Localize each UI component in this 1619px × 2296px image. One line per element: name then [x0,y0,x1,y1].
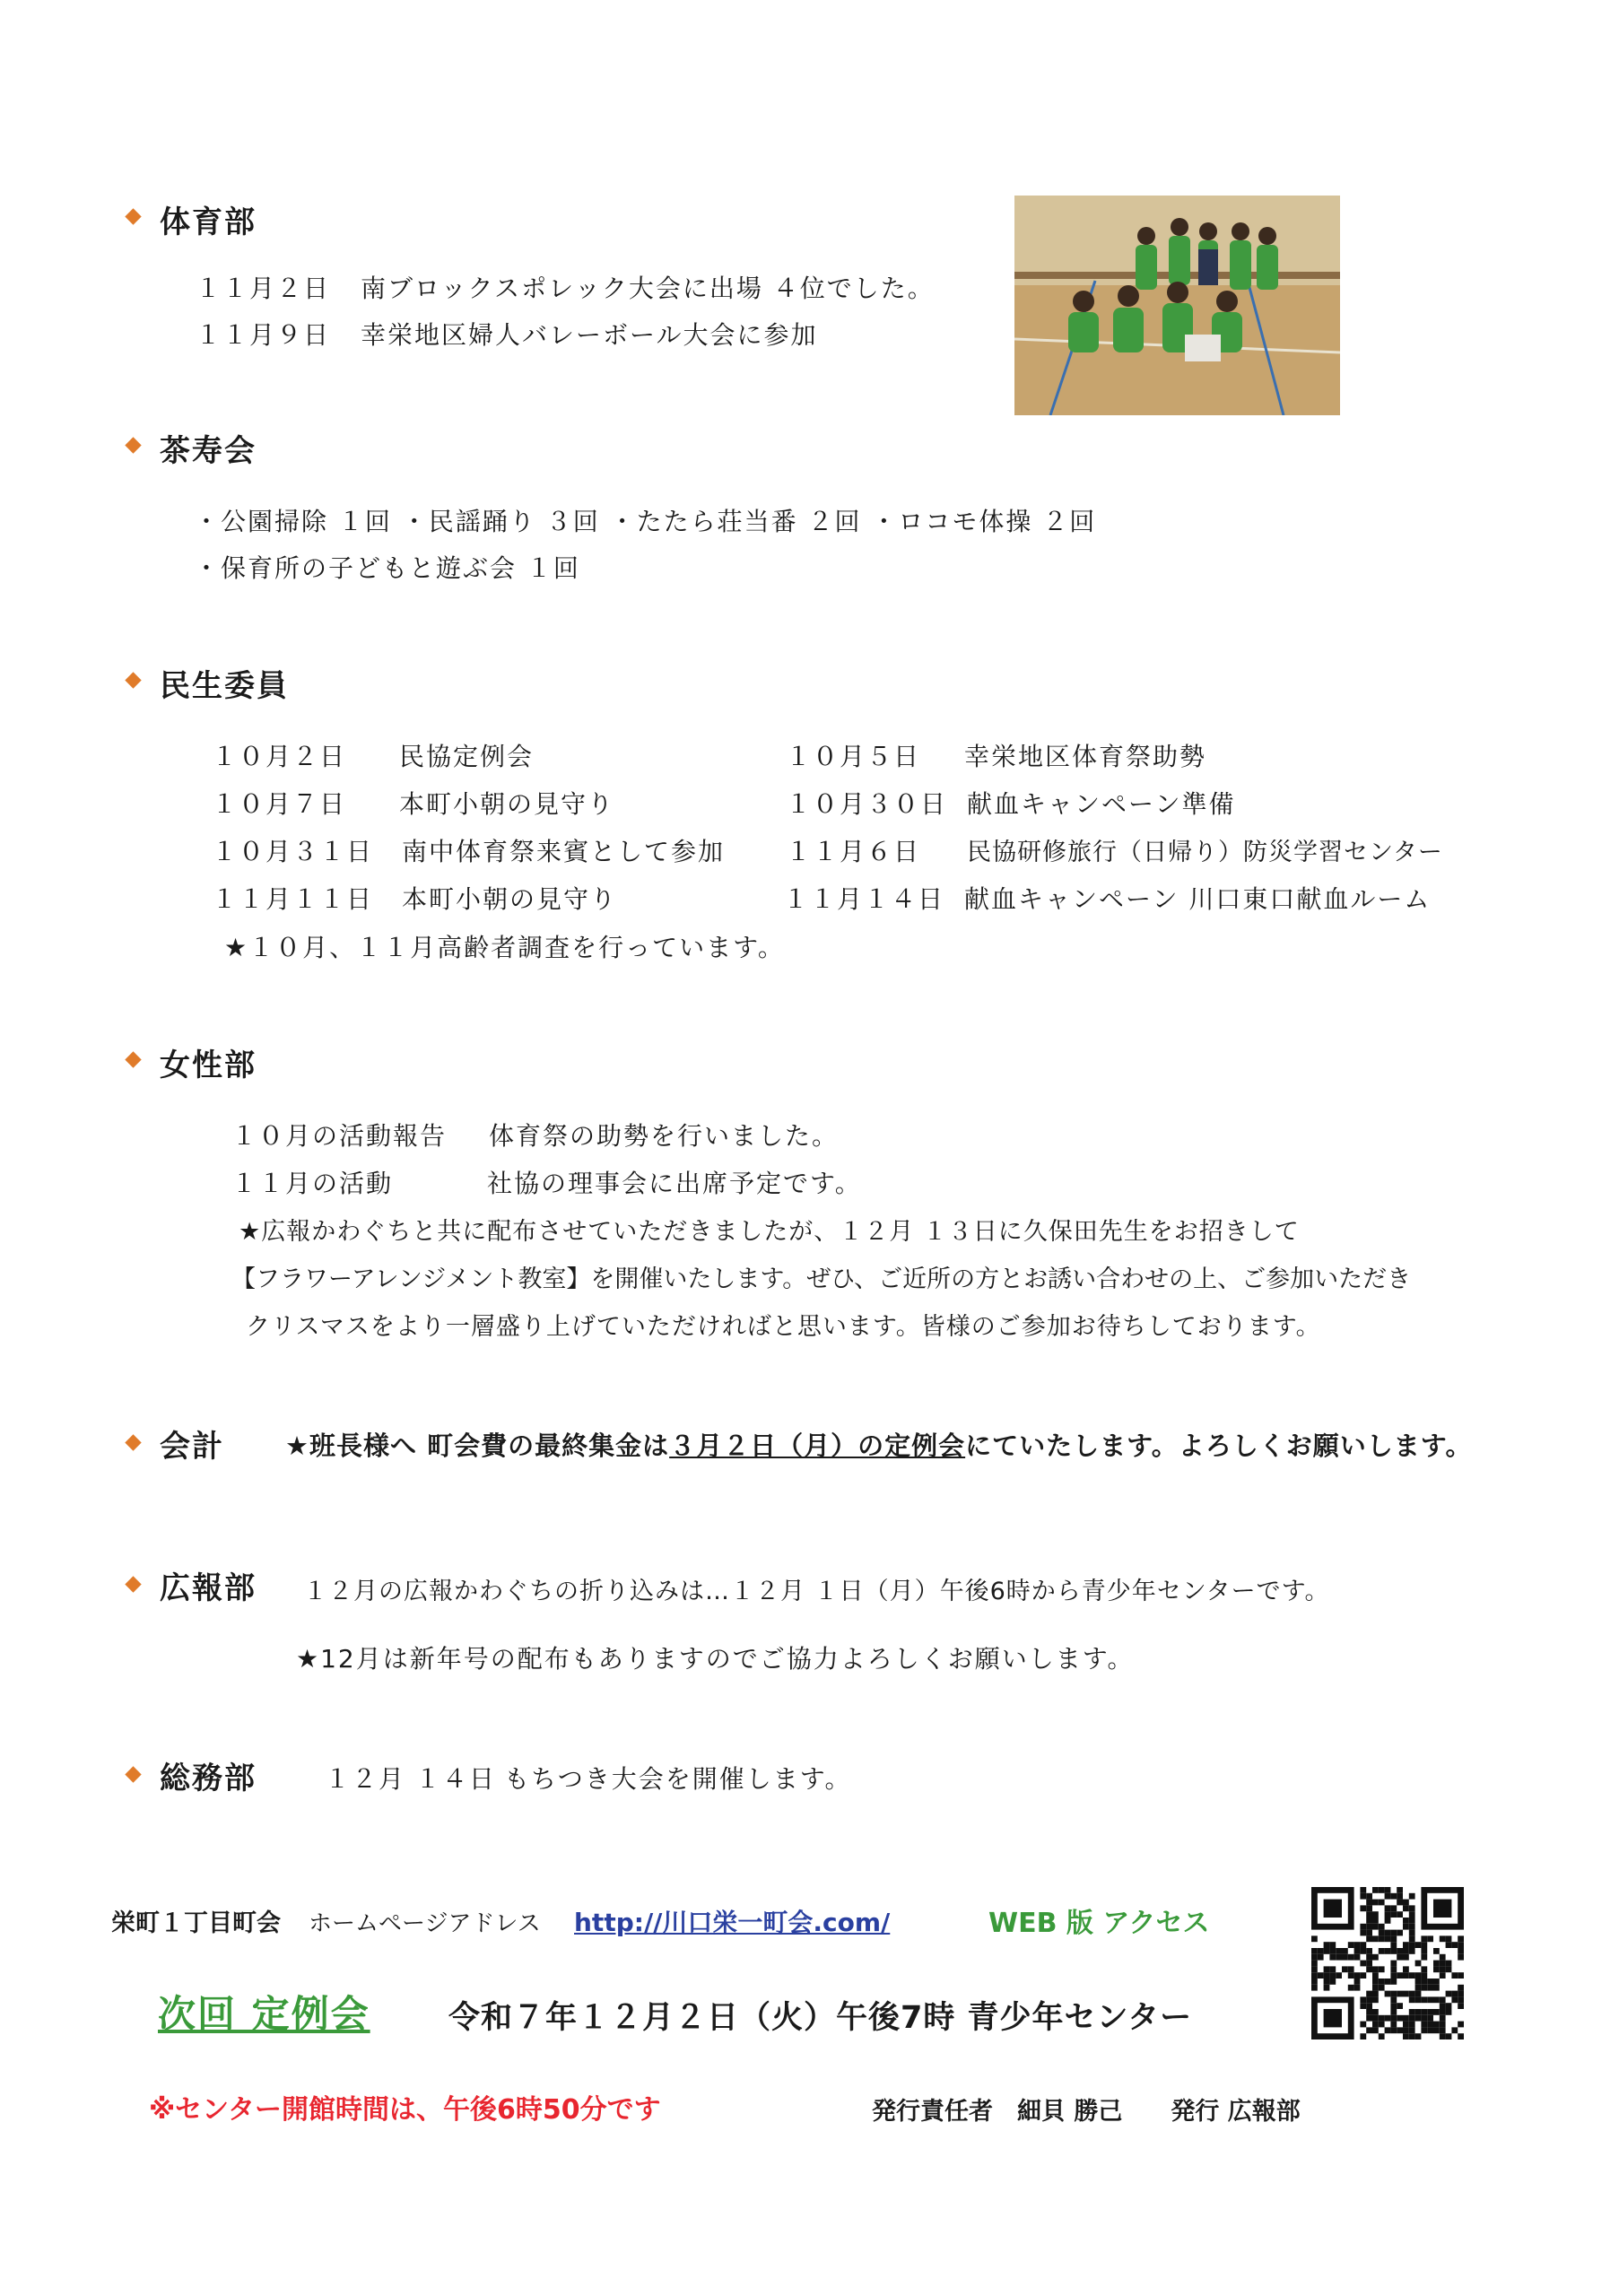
minsei-right-text-4: 献血キャンペーン 川口東口献血ルーム [964,884,1432,914]
footer-org: 栄町１丁目町会 [111,1909,281,1937]
footer-hp-label: ホームページアドレス [309,1910,541,1937]
joseibu-note-1: ★広報かわぐちと共に配布させていただきましたが、１２月 １３日に久保田先生をお招きして [239,1218,1300,1246]
kohobu-line-1: １２月の広報かわぐちの折り込みは…１２月 １日（月）午後6時から青少年センターです。 [303,1578,1330,1605]
taiikubu-date-1: １１月２日 [196,274,331,303]
qr-code[interactable] [1311,1887,1464,2039]
kaikei-text [285,1426,1473,1463]
next-meeting-label: 次回 定例会 [158,1992,370,2036]
kaikei-text-underlined: ３月２日（月）の定例会 [669,1431,966,1461]
web-access-label: WEB 版 アクセス [988,1908,1210,1939]
team-photo [1014,196,1340,415]
minsei-right-date-4: １１月１４日 [783,884,945,914]
section-heading-kaikei: 会計 [160,1429,224,1465]
kaikei-text-post: にていたします。よろしくお願いします。 [965,1431,1473,1461]
bullet-diamond-icon [125,1766,141,1782]
minsei-left-date-1: １０月２日 [212,742,347,771]
minsei-right-date-1: １０月５日 [786,742,921,771]
section-heading-minsei: 民生委員 [160,668,289,704]
minsei-left-text-4: 本町小朝の見守り [402,884,618,914]
bullet-diamond-icon [125,1434,141,1450]
minsei-left-date-2: １０月７日 [212,789,347,819]
publisher-info: 発行責任者 細貝 勝己 発行 広報部 [872,2098,1301,2126]
joseibu-label-2: １１月の活動 [231,1169,394,1198]
joseibu-label-1: １０月の活動報告 [231,1121,448,1151]
minsei-right-date-3: １１月６日 [786,837,921,866]
homepage-link[interactable]: http://川口栄一町会.com/ [574,1908,891,1937]
section-heading-joseibu: 女性部 [160,1048,257,1083]
next-meeting-detail: 令和７年１２月２日（火）午後7時 青少年センター [448,2000,1193,2036]
minsei-right-date-2: １０月３０日 [786,789,948,819]
joseibu-text-2: 社協の理事会に出席予定です。 [487,1169,862,1198]
kaikei-text-pre: ★班長様へ 町会費の最終集金は [285,1431,670,1461]
minsei-left-text-1: 民協定例会 [399,742,535,771]
taiikubu-text-2: 幸栄地区婦人バレーボール大会に参加 [361,320,818,350]
minsei-note: ★１０月、１１月高齢者調査を行っています。 [224,933,785,962]
kohobu-line-2: ★12月は新年号の配布もありますのでご協力よろしくお願いします。 [296,1644,1135,1674]
chajukai-line-1: ・公園掃除 １回 ・民謡踊り ３回 ・たたら荘当番 ２回 ・ロコモ体操 ２回 [194,507,1097,536]
minsei-left-text-2: 本町小朝の見守り [399,789,615,819]
joseibu-note-2: 【フラワーアレンジメント教室】を開催いたします。ぜひ、ご近所の方とお誘い合わせの上、ご参加いただき [231,1265,1412,1293]
chajukai-line-2: ・保育所の子どもと遊ぶ会 １回 [194,553,580,583]
section-heading-somubu: 総務部 [160,1761,257,1796]
bullet-diamond-icon [125,437,141,453]
bullet-diamond-icon [125,1051,141,1067]
minsei-right-text-1: 幸栄地区体育祭助勢 [964,742,1207,771]
section-heading-chajukai: 茶寿会 [160,433,257,469]
section-heading-kohobu: 広報部 [160,1570,257,1606]
joseibu-note-3: クリスマスをより一層盛り上げていただければと思います。皆様のご参加お待ちしております。 [246,1313,1321,1341]
minsei-left-text-3: 南中体育祭来賓として参加 [402,837,726,866]
bullet-diamond-icon [125,672,141,688]
minsei-right-text-3: 民協研修旅行（日帰り）防災学習センター [967,839,1443,866]
minsei-left-date-4: １１月１１日 [212,884,374,914]
taiikubu-date-2: １１月９日 [196,320,331,350]
taiikubu-text-1: 南ブロックスポレック大会に出場 ４位でした。 [361,274,935,303]
minsei-right-text-2: 献血キャンペーン準備 [967,789,1236,819]
bullet-diamond-icon [125,1576,141,1592]
center-opening-notice: ※センター開館時間は、午後6時50分です [149,2094,661,2126]
bullet-diamond-icon [125,208,141,224]
somubu-text: もちつき大会を開催します。 [504,1764,852,1794]
minsei-left-date-3: １０月３１日 [212,837,374,866]
section-heading-taiikubu: 体育部 [160,204,257,240]
somubu-date: １２月 １４日 [325,1764,496,1794]
joseibu-text-1: 体育祭の助勢を行いました。 [489,1121,840,1151]
